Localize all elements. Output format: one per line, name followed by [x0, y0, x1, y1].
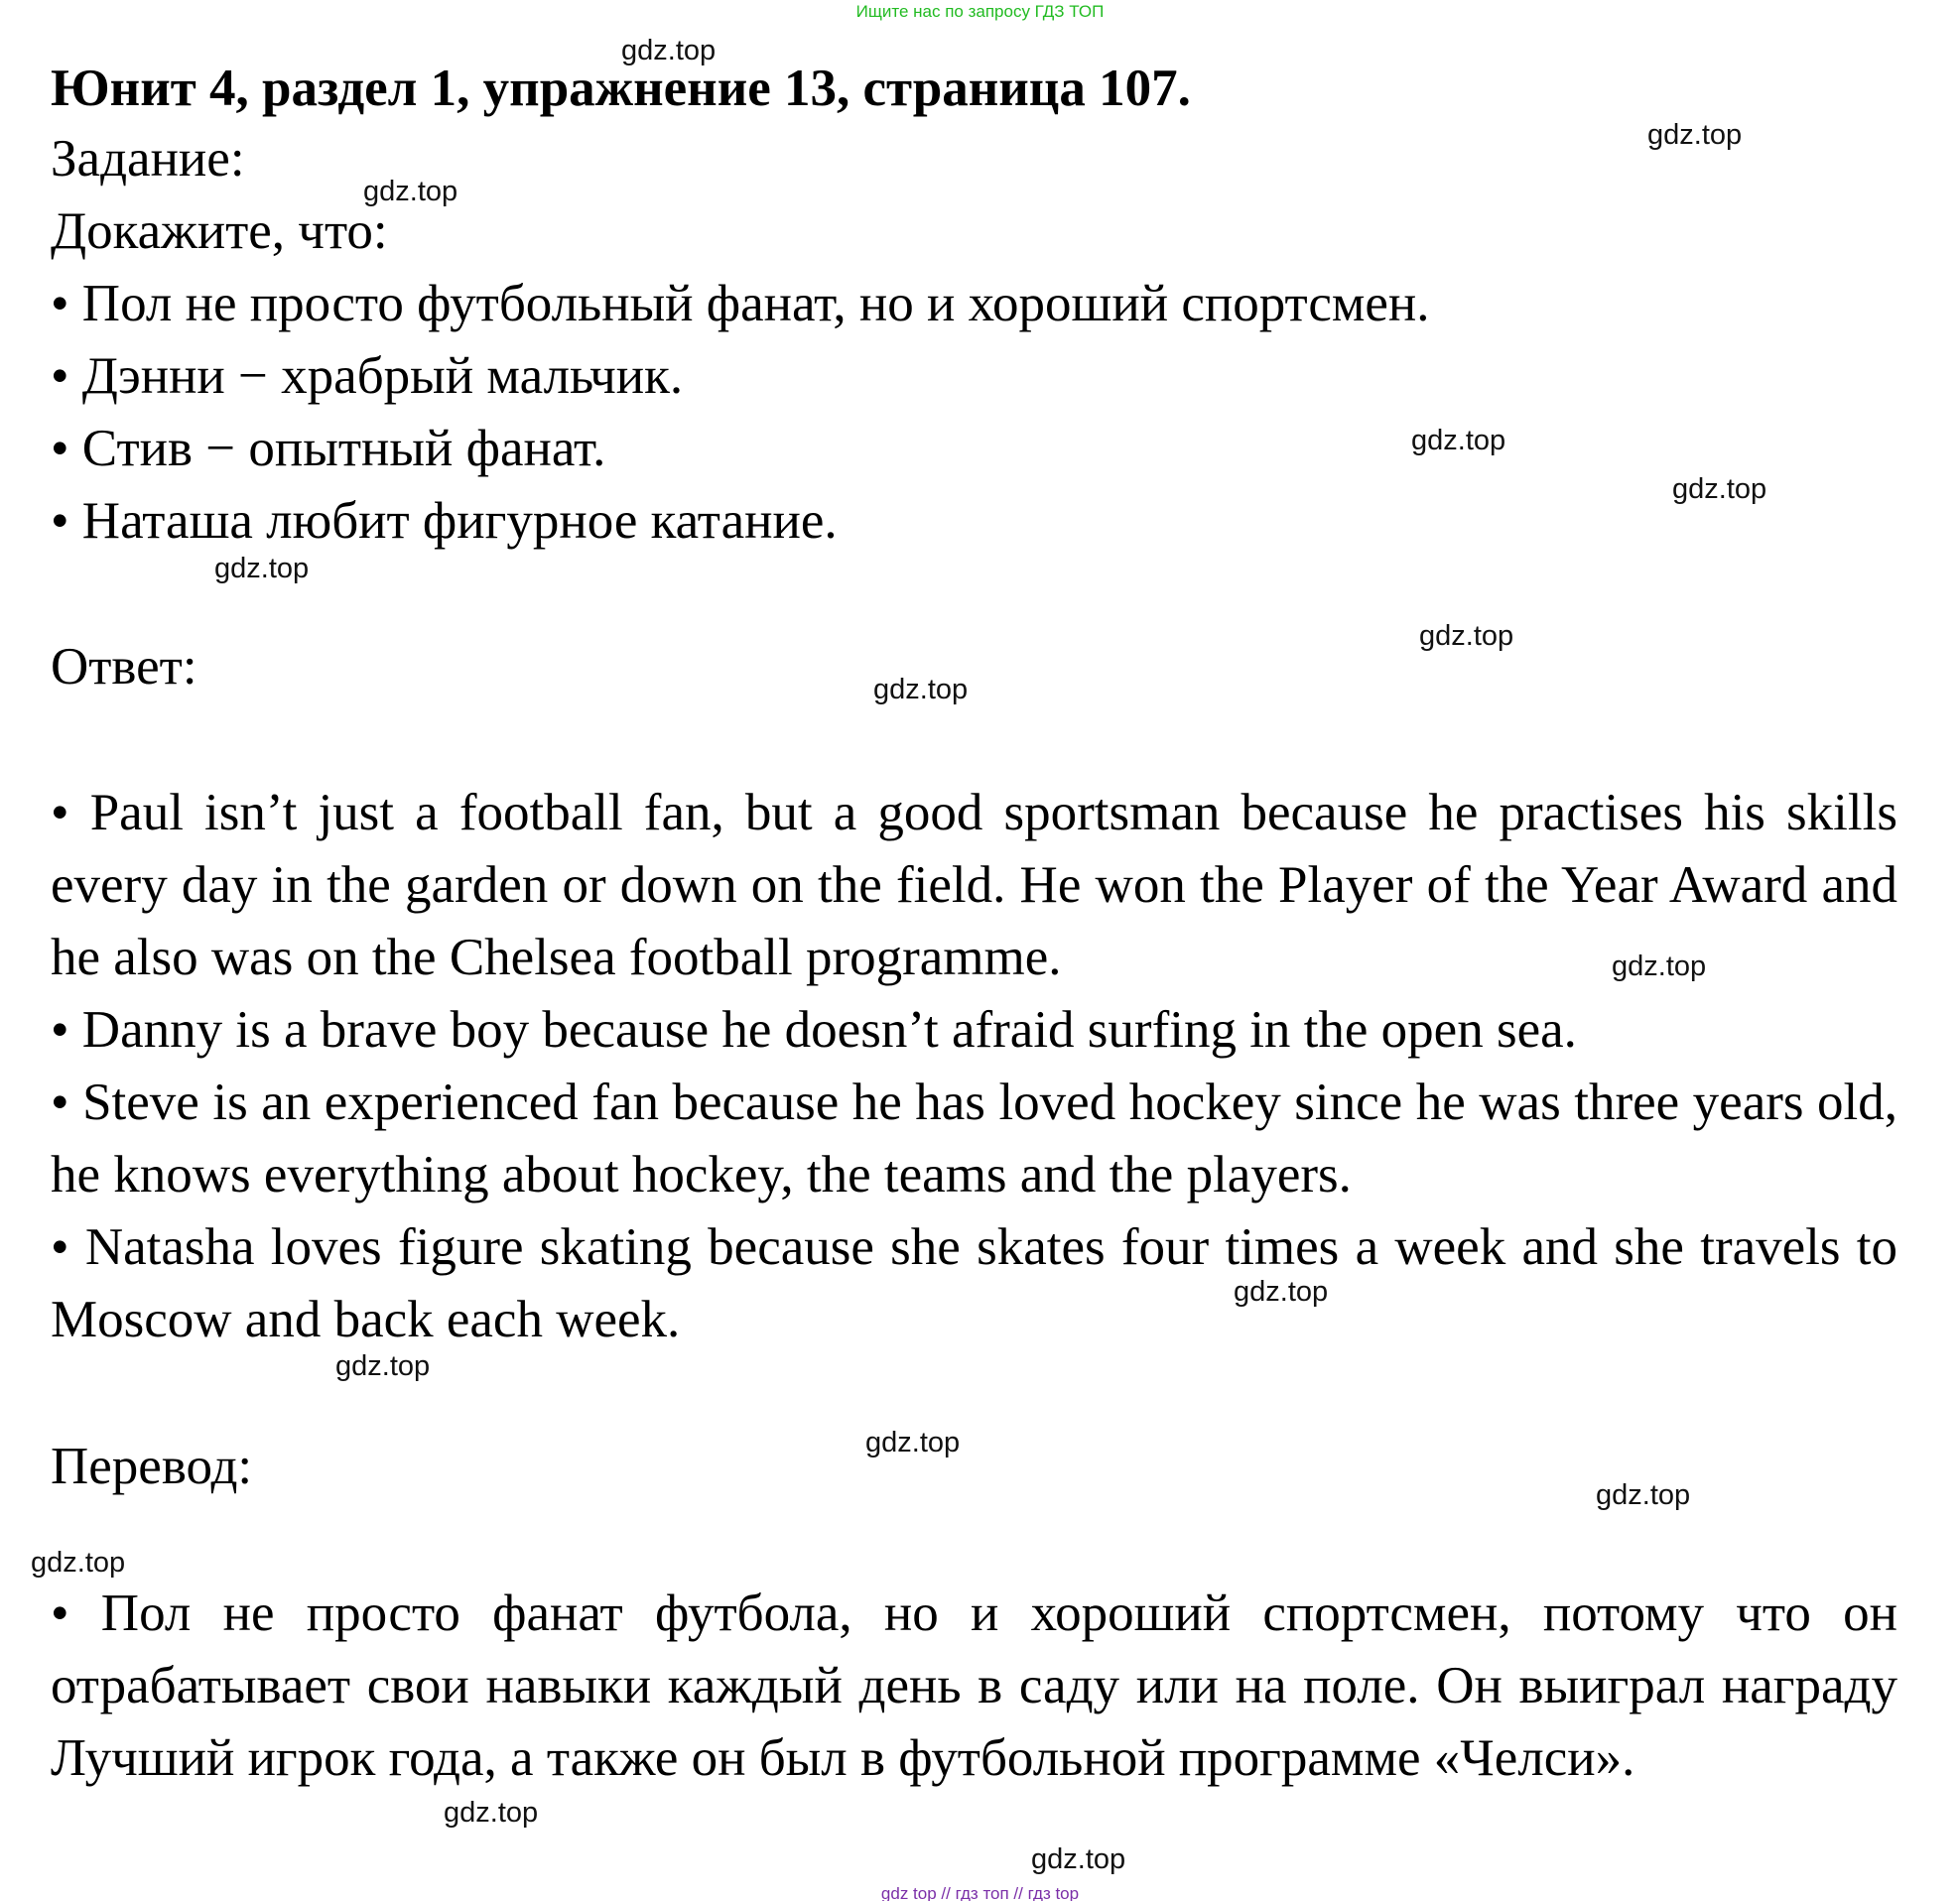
watermark: gdz.top: [1234, 1276, 1329, 1308]
answer-paragraph: • Steve is an experienced fan because he has loved hockey since he was three years old, he knows everything about hockey, the teams and the players.: [51, 1074, 1897, 1204]
task-item: • Пол не просто футбольный фанат, но и хороший спортсмен.: [51, 275, 1430, 332]
task-label: Задание:: [51, 130, 245, 188]
answer-paragraph: • Natasha loves figure skating because she skates four times a week and she travels to Moscow and back each week.: [51, 1218, 1897, 1348]
task-item: • Наташа любит фигурное катание.: [51, 492, 838, 550]
answer-paragraph: • Paul isn’t just a football fan, but a good sportsman because he practises his skills every day in the garden or down on the field. He won the Player of the Year Award and he also was on the Chelsea football programme.: [51, 784, 1897, 986]
watermark: gdz.top: [1031, 1843, 1126, 1875]
answer-paragraph: • Danny is a brave boy because he doesn’t afraid surfing in the open sea.: [51, 1001, 1577, 1059]
watermark: gdz.top: [1419, 620, 1514, 652]
task-item: • Дэнни − храбрый мальчик.: [51, 347, 684, 405]
watermark: gdz.top: [1411, 425, 1506, 456]
watermark: gdz.top: [31, 1547, 126, 1579]
watermark: gdz.top: [1672, 473, 1767, 505]
watermark: gdz.top: [865, 1427, 961, 1458]
translation-paragraph: • Пол не просто фанат футбола, но и хороший спортсмен, потому что он отрабатывает свои навыки каждый день в саду или на поле. Он выиграл награду Лучший игрок года, а также он был в футбольной программе «Челси».: [51, 1584, 1897, 1787]
watermark: gdz.top: [214, 553, 310, 584]
watermark: gdz.top: [1647, 119, 1743, 151]
page-title: Юнит 4, раздел 1, упражнение 13, страница 107.: [51, 60, 1191, 117]
watermark: gdz.top: [335, 1350, 431, 1382]
translation-label: Перевод:: [51, 1438, 253, 1495]
footer-banner[interactable]: gdz top // гдз топ // гдз top: [880, 1884, 1080, 1901]
watermark: gdz.top: [363, 176, 458, 207]
watermark: gdz.top: [873, 674, 969, 705]
watermark: gdz.top: [1612, 950, 1707, 982]
watermark: gdz.top: [1596, 1479, 1691, 1511]
task-item: • Стив − опытный фанат.: [51, 420, 606, 477]
watermark: gdz.top: [444, 1797, 539, 1829]
watermark: gdz.top: [621, 35, 717, 66]
header-banner[interactable]: Ищите нас по запросу ГДЗ ТОП: [855, 2, 1105, 21]
answer-label: Ответ:: [51, 638, 197, 696]
task-intro: Докажите, что:: [51, 202, 388, 260]
